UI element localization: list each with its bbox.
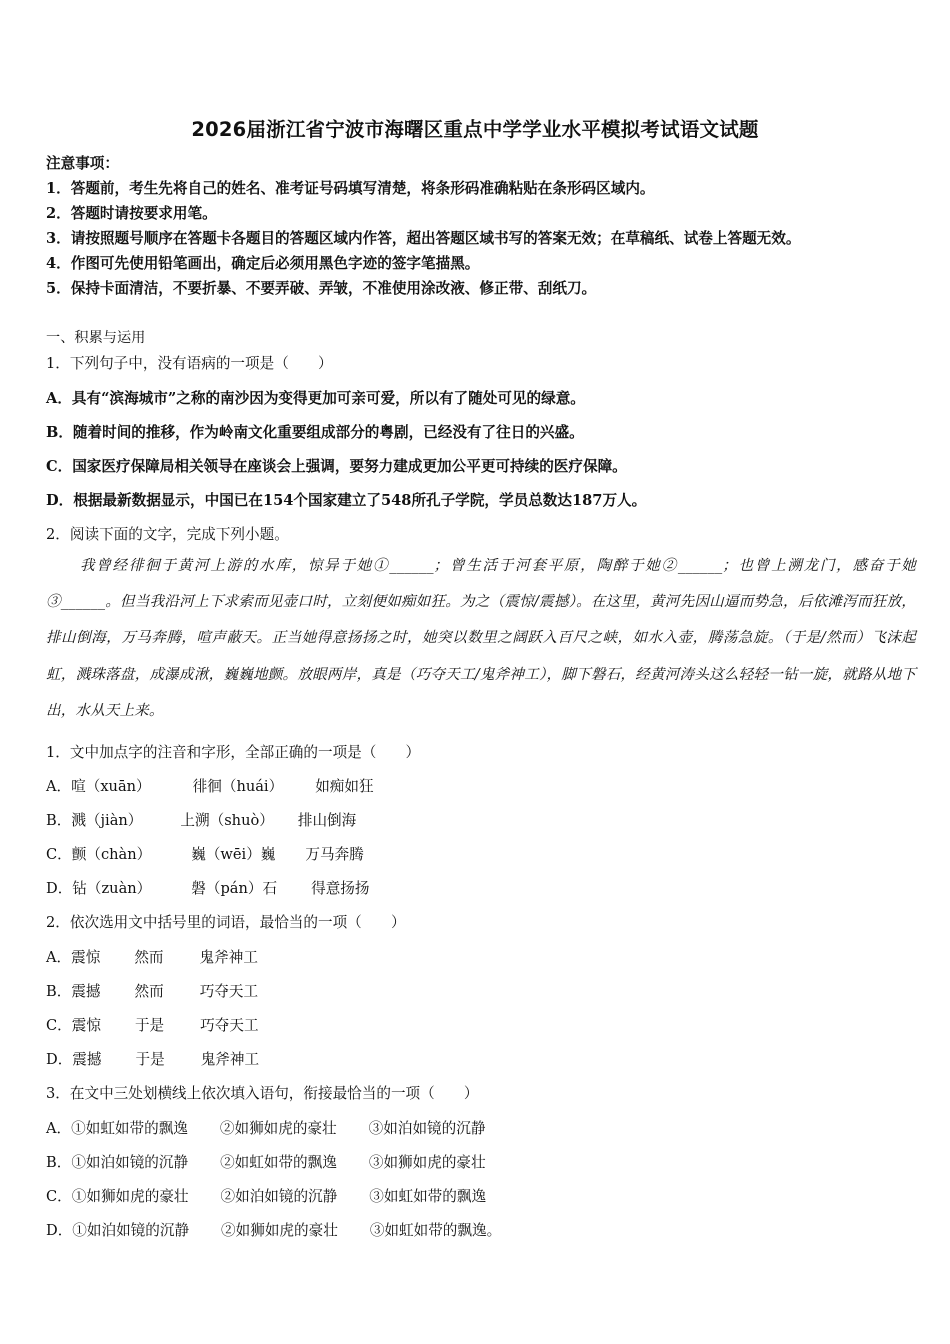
answer-option: [46, 946, 258, 967]
option-part: 如痴如狂: [315, 778, 374, 795]
option-part: A．①如虹如带的飘逸: [46, 1120, 188, 1137]
option-part: D．①如泊如镜的沉静: [46, 1222, 190, 1239]
option-part: 巍（wēi）巍: [191, 846, 276, 863]
option-part: 排山倒海: [297, 812, 357, 829]
option-part: ②如狮如虎的豪壮: [219, 1120, 337, 1137]
answer-option: A．具有“滨海城市”之称的南沙因为变得更加可亲可爱，所以有了随处可见的绿意。: [46, 390, 585, 407]
notice-item: 1．答题前，考生先将自己的姓名、准考证号码填写清楚，将条形码准确粘贴在条形码区域内。: [46, 180, 655, 197]
answer-option: C．国家医疗保障局相关领导在座谈会上强调，要努力建成更加公平更可持续的医疗保障。: [46, 458, 627, 475]
answer-option: [46, 809, 356, 830]
answer-option: [46, 980, 258, 1001]
answer-option: [46, 1185, 486, 1206]
option-part: D．震撼: [46, 1051, 102, 1068]
option-part: 得意扬扬: [311, 880, 370, 897]
reading-passage: 我曾经徘徊于黄河上游的水库，惊异于她①______；曾生活于河套平原，陶醉于她②______；也曾上溯龙门，感奋于她③______。但当我沿河上下求索而见壶口时，立刻便如痴如狂。为之（震惊/震撼）。在这里，黄河先因山逼而势急，后依滩泻而狂放，排山倒海，万马奔腾，喧声蔽天。正当她得意扬扬之时，她突以数里之阔跃入百尺之峡，如水入壶，腾荡急旋。（于是/然而）飞沫起虹，溅珠落盘，成瀑成湫，巍巍地颤。放眼两岸，真是（巧夺天工/鬼斧神工），脚下磐石，经黄河涛头这么轻轻一钻一旋，就路从地下出，水从天上来。: [46, 557, 916, 719]
option-part: C．震惊: [46, 1017, 101, 1034]
option-part: 然而: [134, 949, 164, 966]
sub-question-stem: 2．依次选用文中括号里的词语，最恰当的一项（ ）: [46, 914, 406, 931]
answer-option: [46, 843, 364, 864]
option-part: ③如虹如带的飘逸。: [369, 1222, 502, 1239]
option-part: C．颤（chàn）: [46, 846, 152, 863]
section-heading: 一、积累与运用: [46, 330, 146, 346]
notice-item: 5．保持卡面清洁，不要折暴、不要弄破、弄皱，不准使用涂改液、修正带、刮纸刀。: [46, 280, 597, 297]
option-part: C．①如狮如虎的豪壮: [46, 1188, 189, 1205]
option-part: 然而: [134, 983, 164, 1000]
option-part: 鬼斧神工: [199, 949, 258, 966]
question-stem: 1．下列句子中，没有语病的一项是（ ）: [46, 355, 333, 372]
answer-option: [46, 775, 374, 796]
option-part: 于是: [135, 1051, 165, 1068]
answer-option: [46, 877, 369, 898]
option-part: B．震撼: [46, 983, 101, 1000]
sub-question-stem: 1．文中加点字的注音和字形，全部正确的一项是（ ）: [46, 744, 421, 761]
option-part: A．喧（xuān）: [46, 778, 151, 795]
option-part: 巧夺天工: [200, 1017, 259, 1034]
page-title: 2026届浙江省宁波市海曙区重点中学学业水平模拟考试语文试题: [191, 118, 759, 141]
option-part: D．钻（zuàn）: [46, 880, 152, 897]
answer-option: B．随着时间的推移，作为岭南文化重要组成部分的粤剧，已经没有了往日的兴盛。: [46, 424, 584, 441]
option-part: ③如泊如镜的沉静: [368, 1120, 486, 1137]
option-part: 于是: [134, 1017, 165, 1034]
answer-option: [46, 1151, 486, 1172]
answer-option: [46, 1014, 259, 1035]
option-part: ②如虹如带的飘逸: [220, 1154, 337, 1171]
answer-option: [46, 1117, 485, 1138]
sub-question-stem: 3．在文中三处划横线上依次填入语句，衔接最恰当的一项（ ）: [46, 1085, 479, 1102]
option-part: ③如虹如带的飘逸: [369, 1188, 487, 1205]
option-part: 上溯（shuò）: [180, 812, 274, 829]
option-part: A．震惊: [46, 949, 101, 966]
notice-item: 2．答题时请按要求用笔。: [46, 205, 217, 222]
question-stem: 2．阅读下面的文字，完成下列小题。: [46, 526, 289, 543]
option-part: 万马奔腾: [305, 846, 364, 863]
notice-heading: 注意事项：: [46, 155, 119, 172]
answer-option: D．根据最新数据显示，中国已在154个国家建立了548所孔子学院，学员总数达187万人。: [46, 492, 647, 509]
option-part: B．溅（jiàn）: [46, 812, 143, 829]
option-part: 徘徊（huái）: [192, 778, 284, 795]
notice-item: 3．请按照题号顺序在答题卡各题目的答题区域内作答，超出答题区域书写的答案无效；在草稿纸、试卷上答题无效。: [46, 230, 801, 247]
option-part: ②如狮如虎的豪壮: [221, 1222, 338, 1239]
option-part: B．①如泊如镜的沉静: [46, 1154, 189, 1171]
option-part: 巧夺天工: [199, 983, 259, 1000]
option-part: ③如狮如虎的豪壮: [368, 1154, 486, 1171]
option-part: 磐（pán）石: [191, 880, 278, 897]
answer-option: [46, 1048, 259, 1069]
answer-option: [46, 1219, 501, 1240]
option-part: ②如泊如镜的沉静: [220, 1188, 338, 1205]
option-part: 鬼斧神工: [200, 1051, 260, 1068]
notice-item: 4．作图可先使用铅笔画出，确定后必须用黑色字迹的签字笔描黑。: [46, 255, 480, 272]
